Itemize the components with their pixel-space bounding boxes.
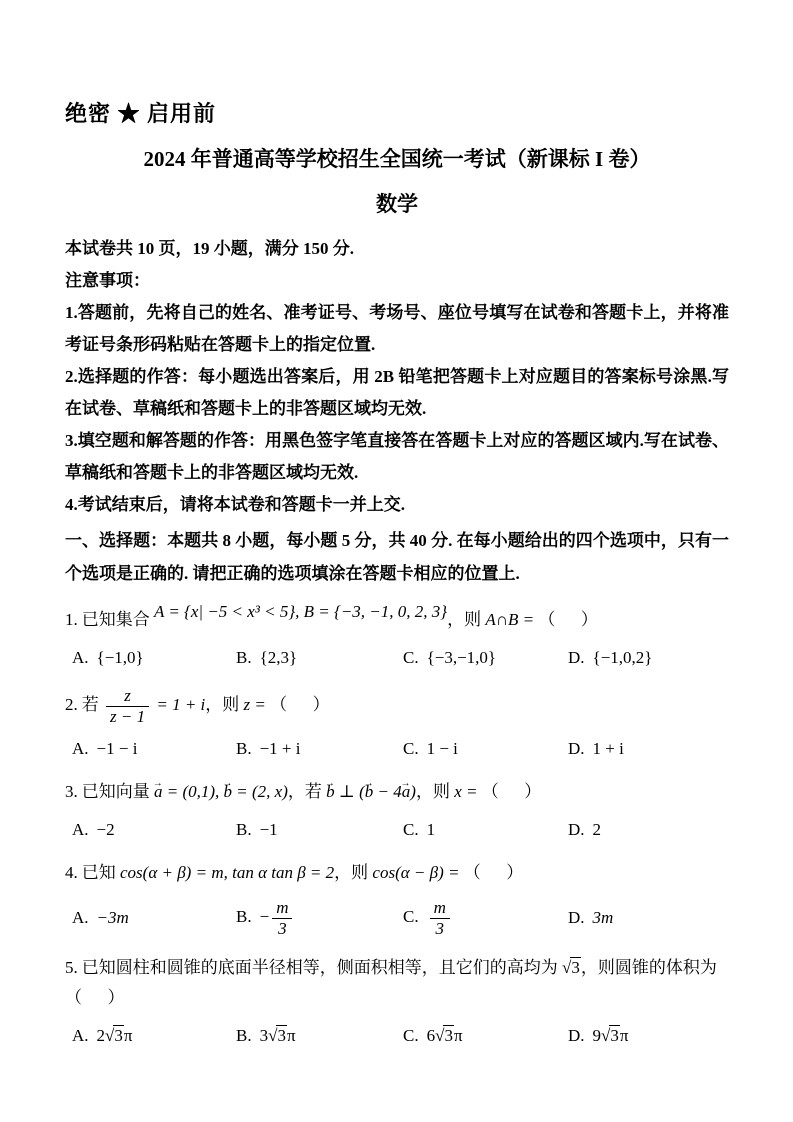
question-1-formula: A = {x| −5 < x³ < 5}, B = {−3, −1, 0, 2, 3} <box>154 602 448 621</box>
option-label: A. <box>72 908 89 928</box>
question-4-stem <box>65 858 729 888</box>
question-2 <box>65 686 729 762</box>
option-label: C. <box>403 1026 419 1046</box>
fraction <box>430 898 450 938</box>
question-1 <box>65 602 729 671</box>
question-1-number: 1. <box>65 610 78 629</box>
coefficient: 9 <box>592 1026 602 1046</box>
question-2-number: 2. <box>65 694 78 714</box>
pi-symbol: π <box>123 1026 133 1046</box>
question-2-option-a <box>72 736 236 762</box>
fraction <box>106 686 149 726</box>
option-label: B. <box>236 820 252 840</box>
question-3-stem <box>65 777 729 807</box>
fraction-denominator: z − 1 <box>106 706 149 727</box>
question-3-seg2: = (2, x) <box>236 782 288 802</box>
question-3 <box>65 777 729 843</box>
option-value: 1 <box>426 820 436 840</box>
question-3-seg1: = (0,1), <box>166 782 220 802</box>
question-5-option-d <box>568 1023 729 1049</box>
radical-sign: √ <box>435 1026 445 1046</box>
option-label: D. <box>568 908 585 928</box>
question-3-lead: 已知向量 <box>81 782 150 802</box>
option-label: D. <box>568 648 585 667</box>
question-4-option-d <box>568 905 729 931</box>
question-3-option-d <box>568 817 729 843</box>
question-3-option-a <box>72 817 236 843</box>
question-3-then: ，则 <box>415 782 450 802</box>
vector-b: b → <box>224 777 233 807</box>
question-3-comma: ， <box>287 782 305 802</box>
option-label: B. <box>236 739 252 759</box>
question-2-option-d <box>568 736 729 762</box>
option-label: D. <box>568 1026 585 1046</box>
question-2-expression: z = <box>243 694 266 714</box>
question-2-then: ，则 <box>205 694 240 714</box>
option-value: 1 + i <box>592 739 624 759</box>
question-5 <box>65 953 729 1049</box>
radicand: 3 <box>610 1026 619 1046</box>
section-one-heading: 一、选择题：本题共 8 小题，每小题 5 分，共 40 分. 在每小题给出的四个选项中，只有一个选项是正确的. 请把正确的选项填涂在答题卡相应的位置上. <box>65 531 729 583</box>
exam-subject: 数学 <box>376 192 418 216</box>
question-3-option-b <box>236 817 403 843</box>
vector-a: a → <box>154 777 163 807</box>
option-label: A. <box>72 820 89 840</box>
paper-info: 本试卷共 10 页，19 小题，满分 150 分. <box>65 239 354 258</box>
question-5-tail: ，则圆锥的体积为 <box>580 958 717 978</box>
question-1-answer-blank: （ ） <box>538 610 598 629</box>
question-4-then: ，则 <box>334 863 369 883</box>
option-label: B. <box>236 1026 252 1046</box>
option-value: 1 − i <box>426 739 458 759</box>
question-3-option-c <box>403 817 568 843</box>
radical-sign: √ <box>601 1026 611 1046</box>
radical-sign: √ <box>268 1026 278 1046</box>
coefficient: 6 <box>426 1026 436 1046</box>
vector-b: b → <box>326 777 335 807</box>
question-2-equation: = 1 + i <box>156 694 206 714</box>
option-value: {−3,−1,0} <box>426 648 497 667</box>
option-label: C. <box>403 739 419 759</box>
question-1-options <box>65 645 729 671</box>
question-2-lead: 若 <box>81 694 99 714</box>
question-3-seg3: ⊥ ( <box>338 782 365 802</box>
question-3-options <box>65 817 729 843</box>
question-5-stem <box>65 953 729 1013</box>
option-value: −1 − i <box>96 739 138 759</box>
fraction-denominator: 3 <box>430 918 450 939</box>
question-1-lead: 已知集合 <box>81 610 150 629</box>
question-2-option-c <box>403 736 568 762</box>
question-4-number: 4. <box>65 863 78 883</box>
question-4-options <box>65 898 729 938</box>
option-label: C. <box>403 820 419 840</box>
question-1-expression: A∩B = <box>485 610 535 629</box>
option-value: {2,3} <box>259 648 298 667</box>
question-2-stem <box>65 686 729 726</box>
option-label: D. <box>568 820 585 840</box>
vector-b: b → <box>365 777 374 807</box>
question-4-option-a <box>72 905 236 931</box>
option-value: −2 <box>96 820 115 840</box>
fraction-numerator: m <box>433 898 446 918</box>
radicand: 3 <box>444 1026 453 1046</box>
question-3-if: 若 <box>304 782 322 802</box>
note-item-2: 2.选择题的作答：每小题选出答案后，用 2B 铅笔把答题卡上对应题目的答案标号涂黑.写在试卷、草稿纸和答题卡上的非答题区域均无效. <box>65 367 729 418</box>
question-1-option-a <box>72 645 236 671</box>
question-1-stem <box>65 602 729 635</box>
question-1-option-b <box>236 645 403 671</box>
question-3-seg4: − 4 <box>377 782 402 802</box>
note-item-1: 1.答题前，先将自己的姓名、准考证号、考场号、座位号填写在试卷和答题卡上，并将准考证号条形码粘贴在答题卡上的指定位置. <box>65 303 729 354</box>
exam-title: 2024 年普通高等学校招生全国统一考试（新课标 I 卷） <box>143 147 651 171</box>
option-label: C. <box>403 648 419 667</box>
question-2-answer-blank: （ ） <box>270 694 330 714</box>
fraction-denominator: 3 <box>272 918 292 939</box>
question-5-number: 5. <box>65 958 78 978</box>
option-label: A. <box>72 1026 89 1046</box>
question-5-option-b <box>236 1023 403 1049</box>
question-4-lead: 已知 <box>81 863 116 883</box>
question-3-answer-blank: （ ） <box>481 782 542 802</box>
radicand: 3 <box>114 1026 123 1046</box>
radicand: 3 <box>277 1026 286 1046</box>
option-value: 3m <box>592 908 614 928</box>
notes-heading: 注意事项： <box>65 271 150 290</box>
option-value: −3m <box>96 908 129 928</box>
question-3-expression: x = <box>454 782 478 802</box>
question-4 <box>65 858 729 938</box>
pi-symbol: π <box>286 1026 296 1046</box>
question-1-option-c <box>403 645 568 671</box>
option-value: −1 <box>259 820 278 840</box>
pi-symbol: π <box>453 1026 463 1046</box>
option-value: 2 <box>592 820 602 840</box>
question-3-number: 3. <box>65 782 78 802</box>
coefficient: 2 <box>96 1026 106 1046</box>
fraction-numerator: m <box>276 898 289 918</box>
question-5-answer-blank: （ ） <box>65 988 125 1008</box>
radicand: 3 <box>571 958 580 978</box>
coefficient: 3 <box>259 1026 269 1046</box>
question-2-options <box>65 736 729 762</box>
question-5-options <box>65 1023 729 1049</box>
option-label: D. <box>568 739 585 759</box>
question-4-option-c <box>403 898 568 938</box>
radical-sign: √ <box>562 958 572 978</box>
question-2-option-b <box>236 736 403 762</box>
minus-sign: − <box>259 907 270 927</box>
fraction-numerator: z <box>124 686 131 705</box>
question-3-seg5: ) <box>410 782 416 802</box>
classification-banner: 绝密 ★ 启用前 <box>65 101 217 126</box>
sqrt-3 <box>562 958 581 977</box>
option-value: {−1,0,2} <box>592 648 653 667</box>
option-label: A. <box>72 739 89 759</box>
option-value: {−1,0} <box>96 648 144 667</box>
option-label: C. <box>403 907 419 927</box>
option-label: A. <box>72 648 89 667</box>
pi-symbol: π <box>619 1026 629 1046</box>
question-5-lead: 已知圆柱和圆锥的底面半径相等，侧面积相等，且它们的高均为 <box>81 958 558 978</box>
question-4-formula: cos(α + β) = m, tan α tan β = 2 <box>120 863 335 883</box>
question-1-option-d <box>568 645 729 671</box>
vector-a: a → <box>402 777 411 807</box>
option-label: B. <box>236 648 252 667</box>
note-item-4: 4.考试结束后，请将本试卷和答题卡一并上交. <box>65 495 405 514</box>
fraction <box>272 898 292 938</box>
note-item-3: 3.填空题和解答题的作答：用黑色签字笔直接答在答题卡上对应的答题区域内.写在试卷、草稿纸和答题卡上的非答题区域均无效. <box>65 431 729 482</box>
option-label: B. <box>236 907 252 927</box>
radical-sign: √ <box>105 1026 115 1046</box>
option-value: −1 + i <box>259 739 301 759</box>
question-4-option-b <box>236 898 403 938</box>
question-4-expression: cos(α − β) = <box>372 863 460 883</box>
question-1-then: ，则 <box>447 610 482 629</box>
question-5-option-c <box>403 1023 568 1049</box>
question-5-option-a <box>72 1023 236 1049</box>
question-4-answer-blank: （ ） <box>463 863 524 883</box>
